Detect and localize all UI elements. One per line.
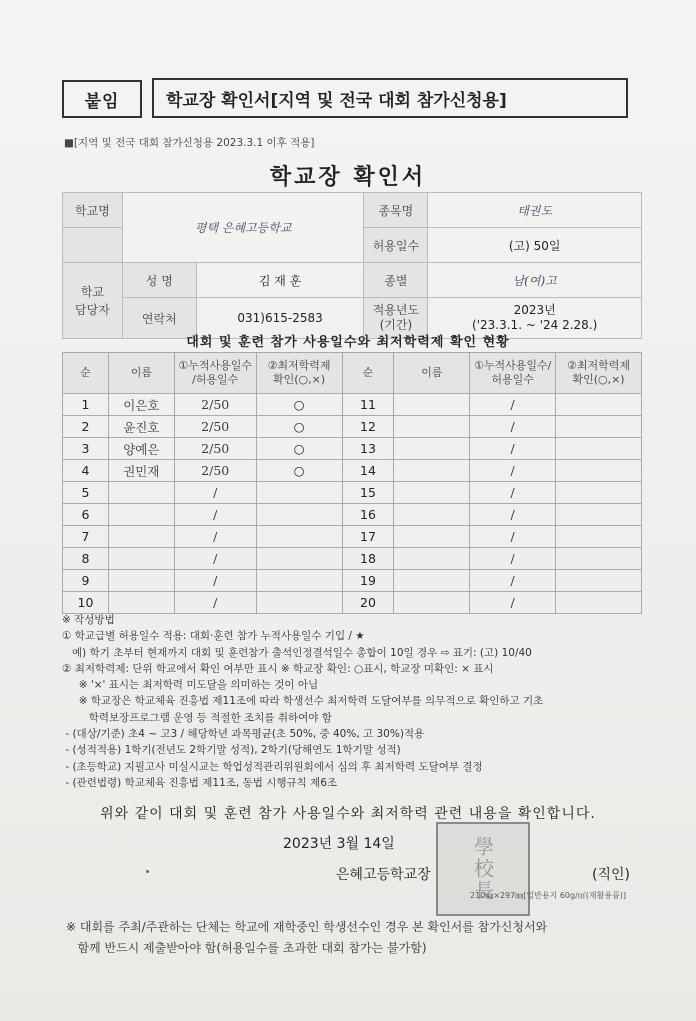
contact-value: 031)615-2583 — [196, 298, 364, 339]
grade-check — [556, 592, 642, 614]
days-used: / — [470, 592, 556, 614]
days-used: / — [470, 460, 556, 482]
row-number: 3 — [63, 438, 109, 460]
row-number: 6 — [63, 504, 109, 526]
grade-check — [256, 548, 342, 570]
table-row — [63, 394, 642, 416]
roster-header: ②최저학력제 확인(○,×) — [556, 353, 642, 394]
year-value: 2023년 — [513, 303, 556, 317]
days-used: / — [470, 548, 556, 570]
roster-header: ①누적사용일수/ 허용일수 — [470, 353, 556, 394]
days-used: / — [470, 416, 556, 438]
gender-label: 종별 — [364, 263, 428, 298]
athlete-name — [394, 438, 470, 460]
grade-check: ○ — [256, 394, 342, 416]
roster-header: ②최저학력제 확인(○,×) — [256, 353, 342, 394]
allowed-value: (고) 50일 — [428, 228, 642, 263]
row-number: 20 — [342, 592, 394, 614]
name-label: 성 명 — [122, 263, 196, 298]
athlete-name — [108, 482, 174, 504]
athlete-name — [394, 482, 470, 504]
athlete-name — [394, 460, 470, 482]
row-number: 19 — [342, 570, 394, 592]
row-number: 5 — [63, 482, 109, 504]
days-used: / — [174, 482, 256, 504]
applies-note: ■[지역 및 전국 대회 참가신청용 2023.3.1 이후 적용] — [64, 137, 315, 149]
row-number: 9 — [63, 570, 109, 592]
row-number: 8 — [63, 548, 109, 570]
table-row — [63, 482, 642, 504]
days-used: 2/50 — [174, 416, 256, 438]
athlete-name — [108, 570, 174, 592]
event-value: 태권도 — [428, 193, 642, 228]
roster-header: 이름 — [394, 353, 470, 394]
staff-label: 학교 담당자 — [63, 263, 123, 339]
grade-check — [556, 570, 642, 592]
athlete-name — [394, 548, 470, 570]
section-title: 대회 및 훈련 참가 사용일수와 최저학력제 확인 현황 — [186, 335, 510, 350]
days-used: 2/50 — [174, 394, 256, 416]
document-title: 학교장 확인서 — [269, 165, 427, 190]
footer-note — [66, 917, 666, 959]
instruction-line: - (초등학교) 지필고사 미실시교는 학업성적관리위원회에서 심의 후 최저학력 도달여부 결정 — [62, 760, 483, 773]
grade-check — [556, 438, 642, 460]
table-row — [63, 592, 642, 614]
days-used: / — [174, 526, 256, 548]
instruction-line: 예) 학기 초부터 현재까지 대회 및 훈련참가 출석인정결석일수 총합이 10일 경우 ⇨ 표기: (고) 10/40 — [62, 646, 532, 659]
grade-check — [556, 460, 642, 482]
grade-check: ○ — [256, 416, 342, 438]
instruction-line: ① 학교급별 허용일수 적용: 대회·훈련 참가 누적사용일수 기입 / ★ — [62, 630, 365, 643]
school-seal: 學校長 — [436, 822, 530, 916]
days-used: / — [174, 548, 256, 570]
days-used: / — [174, 592, 256, 614]
instruction-line: ※ 학교장은 학교체육 진흥법 제11조에 따라 학생선수 최저학력 도달여부를 의무적으로 확인하고 기초 — [62, 695, 544, 708]
athlete-name: 양예은 — [108, 438, 174, 460]
athlete-name — [108, 504, 174, 526]
instructions — [62, 612, 662, 791]
days-used: / — [174, 570, 256, 592]
footer-line: ※ 대회를 주최/주관하는 단체는 학교에 재학중인 학생선수인 경우 본 확인서를 참가신청서와 — [66, 920, 548, 934]
table-row — [63, 438, 642, 460]
gender-value: 남(여)고 — [428, 263, 642, 298]
grade-check — [256, 526, 342, 548]
grade-check: ○ — [256, 438, 342, 460]
instruction-line: - (성적적용) 1학기(전년도 2학기말 성적), 2학기(당해연도 1학기말 성적) — [62, 744, 401, 757]
school-info-table — [62, 192, 642, 339]
row-number: 2 — [63, 416, 109, 438]
athlete-name — [108, 592, 174, 614]
instruction-line: ※ '×' 표시는 최저학력 미도달을 의미하는 것이 아님 — [62, 679, 319, 692]
row-number: 17 — [342, 526, 394, 548]
grade-check — [256, 592, 342, 614]
row-number: 12 — [342, 416, 394, 438]
row-number: 11 — [342, 394, 394, 416]
instruction-line: ② 최저학력제: 단위 학교에서 확인 여부만 표시 ※ 학교장 확인: ○표시, 학교장 미확인: × 표시 — [62, 662, 494, 675]
table-row — [63, 460, 642, 482]
instruction-line: - (관련법령) 학교체육 진흥법 제11조, 동법 시행규칙 제6조 — [62, 776, 338, 789]
athlete-name — [394, 394, 470, 416]
allowed-label: 허용일수 — [364, 228, 428, 263]
grade-check — [556, 416, 642, 438]
days-used: / — [470, 504, 556, 526]
period-value: ('23.3.1. ~ '24 2.28.) — [472, 318, 598, 332]
athlete-name: 권민재 — [108, 460, 174, 482]
table-row — [63, 548, 642, 570]
attachment-tag: 붙임 — [62, 80, 142, 118]
school-label: 학교명 — [63, 193, 123, 228]
row-number: 10 — [63, 592, 109, 614]
row-number: 13 — [342, 438, 394, 460]
days-used: 2/50 — [174, 460, 256, 482]
table-row — [63, 526, 642, 548]
days-used: / — [470, 570, 556, 592]
roster-header: ①누적사용일수 /허용일수 — [174, 353, 256, 394]
table-row — [63, 570, 642, 592]
athlete-name — [108, 548, 174, 570]
contact-label: 연락처 — [122, 298, 196, 339]
athlete-name — [394, 416, 470, 438]
row-number: 15 — [342, 482, 394, 504]
athlete-name: 이은호 — [108, 394, 174, 416]
athlete-name — [394, 570, 470, 592]
header-title: 학교장 확인서[지역 및 전국 대회 참가신청용] — [152, 78, 628, 118]
table-row — [63, 504, 642, 526]
grade-check — [556, 482, 642, 504]
athlete-name — [108, 526, 174, 548]
grade-check — [556, 526, 642, 548]
school-label-cont — [63, 228, 123, 263]
instruction-line: - (대상/기준) 초4 ~ 고3 / 해당학년 과목평균(초 50%, 중 40%, 고 30%)적용 — [62, 728, 425, 741]
table-row — [63, 416, 642, 438]
seal-label: (직인) — [592, 867, 630, 883]
instruction-line: 학력보장프로그램 운영 등 적절한 조치를 취하여야 함 — [62, 711, 332, 724]
grade-check — [556, 548, 642, 570]
grade-check — [256, 570, 342, 592]
school-value: 평택 은혜고등학교 — [122, 193, 364, 263]
event-label: 종목명 — [364, 193, 428, 228]
row-number: 18 — [342, 548, 394, 570]
days-used: 2/50 — [174, 438, 256, 460]
grade-check: ○ — [256, 460, 342, 482]
days-used: / — [470, 394, 556, 416]
days-used: / — [174, 504, 256, 526]
row-number: 16 — [342, 504, 394, 526]
athlete-name — [394, 504, 470, 526]
grade-check — [256, 482, 342, 504]
roster-header: 순 — [63, 353, 109, 394]
grade-check — [256, 504, 342, 526]
athlete-name: 윤진호 — [108, 416, 174, 438]
confirm-statement: 위와 같이 대회 및 훈련 참가 사용일수와 최저학력 관련 내용을 확인합니다. — [100, 806, 596, 822]
confirm-date: 2023년 3월 14일 — [283, 836, 395, 852]
days-used: / — [470, 438, 556, 460]
principal-signature: 은혜고등학교장 — [336, 867, 431, 883]
row-number: 1 — [63, 394, 109, 416]
row-number: 7 — [63, 526, 109, 548]
athlete-name — [394, 526, 470, 548]
instruction-line: ※ 작성방법 — [62, 614, 115, 626]
grade-check — [556, 394, 642, 416]
name-value: 김 재 훈 — [196, 263, 364, 298]
days-used: / — [470, 482, 556, 504]
roster-header: 순 — [342, 353, 394, 394]
row-number: 4 — [63, 460, 109, 482]
footer-line: 함께 반드시 제출받아야 함(허용일수를 초과한 대회 참가는 불가함) — [66, 941, 427, 955]
year-label: 적용년도 (기간) — [364, 298, 428, 339]
athlete-name — [394, 592, 470, 614]
days-used: / — [470, 526, 556, 548]
dot-mark — [146, 870, 149, 873]
roster-table — [62, 352, 642, 614]
paper-spec: 210㎜×297㎜[일반용지 60g/㎡(재활용품)] — [470, 891, 627, 900]
row-number: 14 — [342, 460, 394, 482]
roster-header: 이름 — [108, 353, 174, 394]
grade-check — [556, 504, 642, 526]
